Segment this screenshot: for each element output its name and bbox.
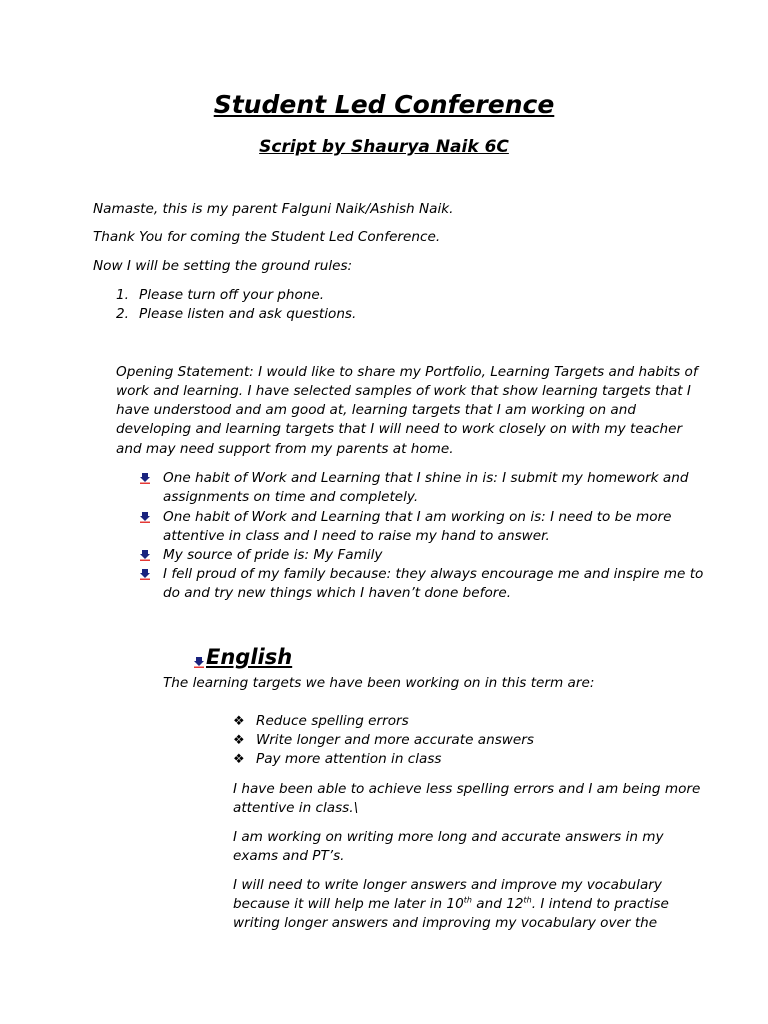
diamond-bullet-icon: ❖: [233, 752, 245, 767]
arrow-bullet-icon: [139, 511, 151, 523]
intro-line: Namaste, this is my parent Falguni Naik/Ashish Naik.: [93, 201, 454, 217]
habit-text: attentive in class and I need to raise my hand to answer.: [163, 528, 550, 544]
arrow-bullet-icon: [139, 549, 151, 561]
arrow-bullet-icon: [193, 656, 205, 668]
rule-text: Please turn off your phone.: [139, 287, 325, 303]
english-paragraph-line: I have been able to achieve less spelling errors and I am being more: [233, 781, 701, 797]
document-title: Student Led Conference: [213, 90, 555, 119]
habit-text: do and try new things which I haven’t done before.: [163, 585, 512, 601]
english-paragraph-line: I am working on writing more long and accurate answers in my: [233, 829, 664, 845]
arrow-bullet-icon: [139, 472, 151, 484]
text-span: because it will help me later in 10: [233, 896, 464, 912]
superscript: th: [463, 895, 472, 905]
text-span: and 12: [471, 896, 524, 912]
text-span: . I intend to practise: [531, 896, 669, 912]
habit-text: assignments on time and completely.: [163, 489, 419, 505]
opening-statement-line: Opening Statement: I would like to share my Portfolio, Learning Targets and habits of: [116, 364, 698, 380]
intro-line: Now I will be setting the ground rules:: [93, 258, 353, 274]
habit-text: One habit of Work and Learning that I am working on is: I need to be more: [163, 509, 672, 525]
diamond-bullet-icon: ❖: [233, 733, 245, 748]
english-paragraph-line: I will need to write longer answers and improve my vocabulary: [233, 877, 662, 893]
rule-text: Please listen and ask questions.: [139, 306, 357, 322]
superscript: th: [523, 895, 532, 905]
opening-statement-line: developing and learning targets that I will need to work closely on with my teacher: [116, 421, 683, 437]
habit-text: My source of pride is: My Family: [163, 547, 383, 563]
opening-statement-line: have understood and am good at, learning targets that I am working on and: [116, 402, 636, 418]
rule-number: 1.: [116, 287, 129, 303]
learning-target: Write longer and more accurate answers: [256, 732, 534, 748]
english-paragraph-line: [233, 895, 669, 914]
document-subtitle: Script by Shaurya Naik 6C: [259, 137, 509, 157]
english-intro: The learning targets we have been working on in this term are:: [163, 675, 595, 691]
arrow-bullet-icon: [139, 568, 151, 580]
intro-line: Thank You for coming the Student Led Conference.: [93, 229, 441, 245]
opening-statement-line: work and learning. I have selected samples of work that show learning targets that I: [116, 383, 691, 399]
learning-target: Pay more attention in class: [256, 751, 442, 767]
rule-number: 2.: [116, 306, 129, 322]
diamond-bullet-icon: ❖: [233, 714, 245, 729]
learning-target: Reduce spelling errors: [256, 713, 409, 729]
english-paragraph-line: writing longer answers and improving my vocabulary over the: [233, 915, 658, 931]
section-heading-english: English: [206, 645, 293, 669]
english-paragraph-line: exams and PT’s.: [233, 848, 345, 864]
opening-statement-line: and may need support from my parents at home.: [116, 441, 454, 457]
english-paragraph-line: attentive in class.\: [233, 800, 359, 816]
habit-text: I fell proud of my family because: they always encourage me and inspire me to: [163, 566, 704, 582]
habit-text: One habit of Work and Learning that I shine in is: I submit my homework and: [163, 470, 689, 486]
